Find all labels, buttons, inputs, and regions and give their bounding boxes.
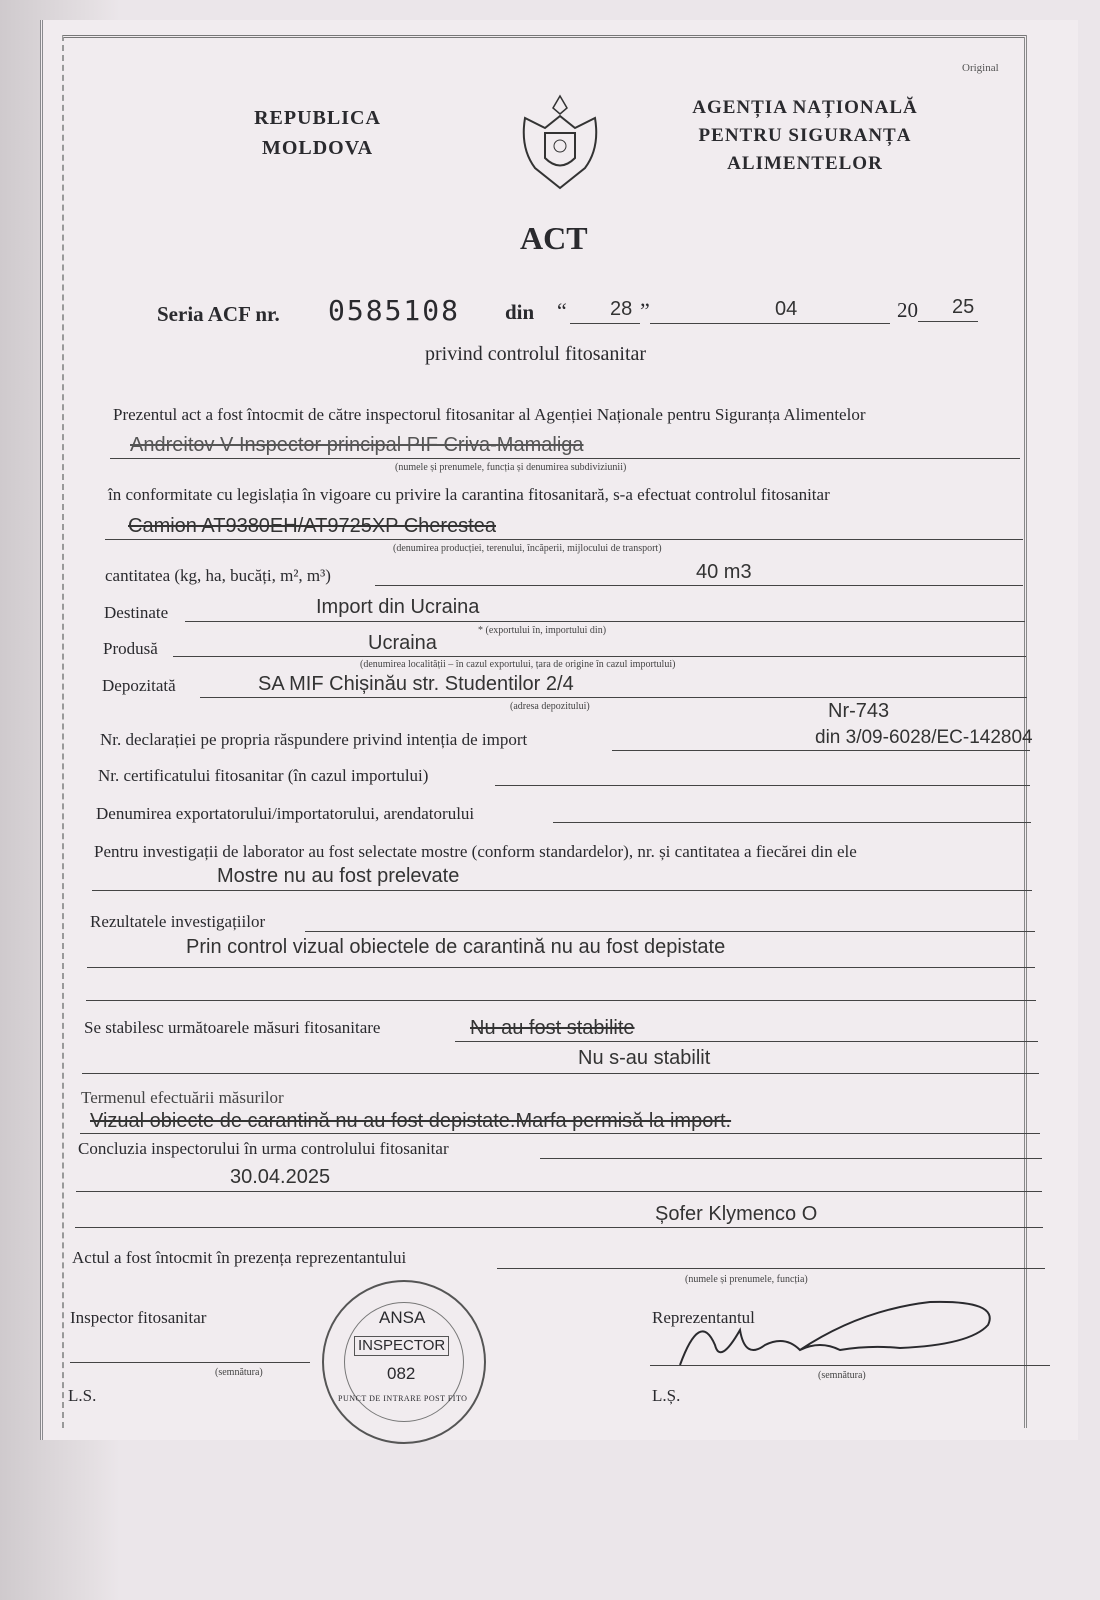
declaration-number: Nr-743 — [828, 700, 890, 722]
agency-line: ALIMENTELOR — [727, 153, 883, 174]
intro-text: Prezentul act a fost întocmit de către inspectorul fitosanitar al Agenției Naționale pentru Siguranța Alimentelor — [113, 405, 866, 424]
month-value: 04 — [775, 298, 798, 320]
destinate-label: Destinate — [104, 603, 169, 622]
series-label: Seria ACF nr. — [157, 302, 280, 326]
inspector-value: Andreitov V Inspector principal PIF Criva-Mamaliga — [130, 434, 584, 456]
stamp-text: ANSA — [379, 1308, 426, 1327]
open-quote: “ — [557, 298, 567, 323]
exporter-label: Denumirea exportatorului/importatorului, arendatorului — [96, 804, 475, 823]
year-suffix: 25 — [952, 296, 975, 318]
stamp-text: 082 — [387, 1364, 416, 1383]
produsa-value: Ucraina — [368, 632, 437, 654]
term-label: Termenul efectuării măsurilor — [81, 1088, 284, 1107]
presence-label: Actul a fost întocmit în prezența reprezentantului — [72, 1248, 407, 1267]
measures-value: Nu au fost stabilite — [470, 1017, 635, 1039]
measures-label: Se stabilesc următoarele măsuri fitosanitare — [84, 1018, 381, 1037]
quantity-label: cantitatea (kg, ha, bucăți, m², m³) — [105, 566, 331, 585]
country-line: REPUBLICA — [254, 107, 381, 129]
term-value: Vizual obiecte de carantină nu au fost depistate.Marfa permisă la import. — [90, 1110, 732, 1132]
ls-right: L.Ș. — [652, 1386, 681, 1405]
depozitata-hint: (adresa depozitului) — [510, 701, 590, 712]
representative-value: Șofer Klymenco O — [655, 1203, 818, 1225]
conformity-text: în conformitate cu legislația în vigoare cu privire la carantina fitosanitară, s-a efectuat controlul fitosanitar — [108, 485, 830, 504]
transport-hint: (denumirea producției, terenului, încăperii, mijlocului de transport) — [393, 543, 662, 554]
inspector-signature-label: Inspector fitosanitar — [70, 1308, 207, 1327]
series-number: 0585108 — [328, 294, 461, 327]
ls-left: L.S. — [68, 1386, 97, 1405]
document-subtitle: privind controlul fitosanitar — [425, 343, 647, 365]
country-name — [230, 103, 405, 163]
agency-name — [670, 94, 940, 178]
produsa-hint: (denumirea localității – în cazul exportului, țara de origine în cazul importului) — [360, 659, 676, 670]
conclusion-date: 30.04.2025 — [230, 1166, 331, 1188]
official-stamp — [322, 1280, 486, 1444]
lab-label: Pentru investigații de laborator au fost selectate mostre (conform standardelor), nr. și cantitatea a fiecărei din ele — [94, 842, 857, 861]
inspector-hint: (numele și prenumele, funcția și denumirea subdiviziunii) — [395, 462, 627, 473]
quantity-value: 40 m3 — [696, 561, 752, 583]
transport-value: Camion AT9380EH/AT9725XP Cherestea — [128, 515, 496, 537]
destinate-value: Import din Ucraina — [316, 596, 480, 618]
destinate-hint: * (exportului în, importului din) — [478, 625, 607, 636]
country-line: MOLDOVA — [261, 137, 374, 159]
coat-of-arms-icon — [515, 88, 605, 193]
agency-line: AGENȚIA NAȚIONALĂ — [692, 97, 918, 118]
stamp-text: INSPECTOR — [354, 1336, 449, 1356]
results-value: Prin control vizual obiectele de carantină nu au fost depistate — [186, 936, 726, 958]
depozitata-value: SA MIF Chișinău str. Studentilor 2/4 — [258, 673, 574, 695]
representative-signature-hint: (semnătura) — [818, 1370, 866, 1381]
representative-signature-label: Reprezentantul — [652, 1308, 755, 1327]
declaration-label: Nr. declarației pe propria răspundere privind intenția de import — [100, 730, 528, 749]
produsa-label: Produsă — [103, 639, 158, 658]
close-quote: ” — [640, 298, 650, 323]
din-label: din — [505, 300, 535, 324]
signature-icon — [670, 1290, 1000, 1380]
stamp-text: PUNCT DE INTRARE POST FITO — [338, 1394, 468, 1403]
inspector-signature-hint: (semnătura) — [215, 1367, 263, 1378]
presence-hint: (numele și prenumele, funcția) — [685, 1274, 808, 1285]
lab-value: Mostre nu au fost prelevate — [217, 865, 460, 887]
original-mark: Original — [962, 62, 999, 74]
conclusion-label: Concluzia inspectorului în urma controlului fitosanitar — [78, 1139, 449, 1158]
year-prefix: 20 — [897, 298, 918, 322]
results-label: Rezultatele investigațiilor — [90, 912, 266, 931]
certificate-label: Nr. certificatului fitosanitar (în cazul importului) — [98, 766, 429, 785]
declaration-value: din 3/09-6028/EC-142804 — [815, 727, 1033, 748]
document-title: ACT — [520, 220, 588, 256]
agency-line: PENTRU SIGURANȚA — [698, 125, 912, 146]
day-value: 28 — [610, 298, 633, 320]
measures-value-2: Nu s-au stabilit — [578, 1047, 711, 1069]
depozitata-label: Depozitată — [102, 676, 176, 695]
